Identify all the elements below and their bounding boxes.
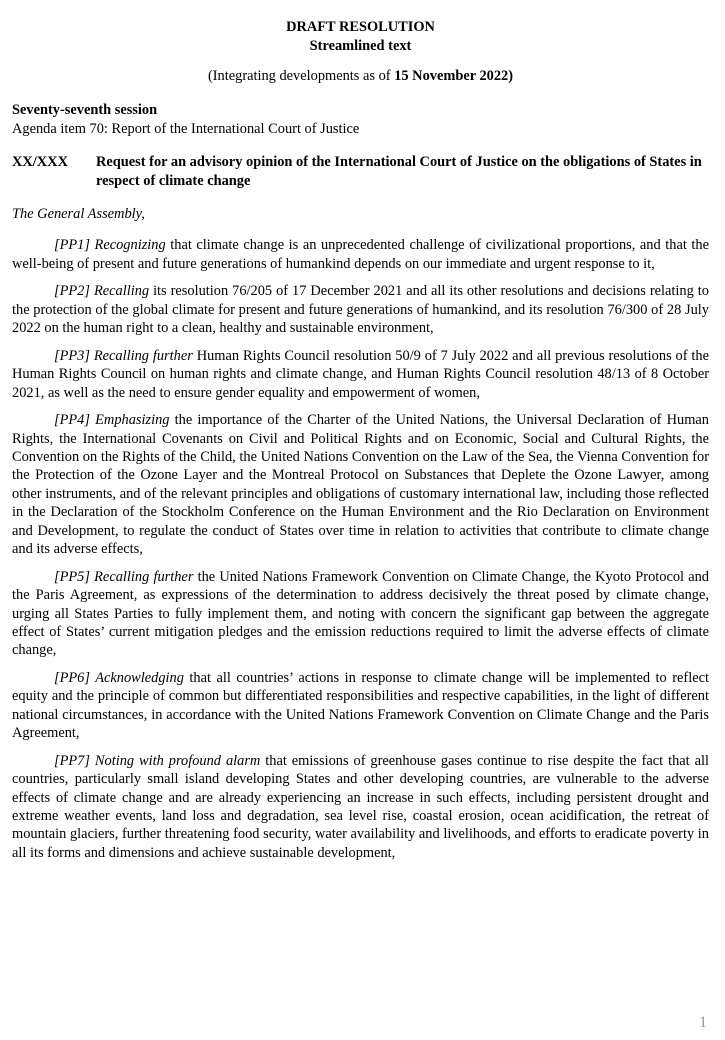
integrating-prefix: (Integrating developments as of xyxy=(207,68,395,84)
paragraph-pp3 xyxy=(12,347,709,402)
paragraph-lead: [PP3] Recalling further xyxy=(54,347,193,364)
paragraph-lead: [PP6] Acknowledging xyxy=(54,669,184,686)
paragraph-text: that all countries’ actions in response to climate change will be implemented to reflect equity and the principle of common but differentiated responsibilities and respective capabilities, in the light of different national circumstances, in accordance with the United Nations Framework Convention on Climate Change and the Paris Agreement, xyxy=(12,669,709,742)
paragraph-pp7 xyxy=(12,752,709,862)
document-page xyxy=(12,18,709,871)
resolution-heading xyxy=(12,153,709,190)
paragraph-lead: [PP7] Noting with profound alarm xyxy=(54,752,261,769)
paragraph-pp1 xyxy=(12,236,709,273)
resolution-title: Request for an advisory opinion of the International Court of Justice on the obligations of States in respect of climate change xyxy=(96,154,702,189)
paragraph-text: the importance of the Charter of the United Nations, the Universal Declaration of Human Rights, the International Covenants on Civil and Political Rights and on Economic, Social and Cultural Rights, the Convention on the Rights of the Child, the United Nations Convention on the Law of the Sea, the Vienna Convention for the Protection of the Ozone Layer and the Montreal Protocol on Substances that Deplete the Ozone Lawyer, among other instruments, and of the relevant principles and obligations of customary international law, including those reflected in the Declaration of the Stockholm Conference on the Human Environment and the Rio Declaration on Environment and Development, to regulate the conduct of States over time in relation to activities that contribute to climate change and its adverse effects, xyxy=(12,412,710,558)
session-name: Seventy-seventh session xyxy=(12,102,158,119)
document-subtitle: Streamlined text xyxy=(309,38,412,54)
integrating-date: 15 November 2022) xyxy=(394,68,514,84)
resolution-symbol: XX/XXX xyxy=(12,154,68,171)
paragraph-pp4 xyxy=(12,411,709,558)
document-title: DRAFT RESOLUTION xyxy=(286,19,435,35)
preambular-paragraphs xyxy=(12,236,709,862)
paragraph-text: its resolution 76/205 of 17 December 2021 and all its other resolutions and decisions relating to the protection of the global climate for present and future generations of humankind, and its resolution 76/300 of 28 July 2022 on the human right to a clean, healthy and sustainable environment, xyxy=(12,283,709,337)
paragraph-pp6 xyxy=(12,669,709,743)
paragraph-text: Human Rights Council resolution 50/9 of 7 July 2022 and all previous resolutions of the Human Rights Council on human rights and climate change, and Human Rights Council resolution 48/13 of 8 October 2021, as well as the need to ensure gender equality and empowerment of women, xyxy=(12,347,709,401)
paragraph-text: the United Nations Framework Convention on Climate Change, the Kyoto Protocol and the Paris Agreement, as expressions of the determination to address decisively the threat posed by climate change, urging all States Parties to fully implement them, and noting with concern the significant gap between the aggregate effect of States’ current mitigation pledges and the emission reductions required to limit the adverse effects of climate change, xyxy=(12,568,709,659)
agenda-item: Agenda item 70: Report of the International Court of Justice xyxy=(12,120,360,137)
integrating-note xyxy=(12,67,709,85)
paragraph-text: that emissions of greenhouse gases continue to rise despite the fact that all countries, particularly small island developing States and other developing countries, are vulnerable to the adverse effects of climate change and are already experiencing an increase in such effects, including persistent drought and extreme weather events, land loss and degradation, sea level rise, coastal erosion, ocean acidification, the retreat of mountain glaciers, further threatening food security, water availability and livelihoods, and efforts to eradicate poverty in all its forms and dimensions and achieve sustainable development, xyxy=(12,752,709,861)
paragraph-pp2 xyxy=(12,282,709,337)
paragraph-lead: [PP1] Recognizing xyxy=(54,237,166,254)
paragraph-lead: [PP4] Emphasizing xyxy=(54,412,170,429)
paragraph-lead: [PP5] Recalling further xyxy=(54,568,194,585)
page-number: 1 xyxy=(699,1013,707,1031)
paragraph-pp5 xyxy=(12,568,709,660)
paragraph-text: that climate change is an unprecedented challenge of civilizational proportions, and that the well-being of present and future generations of humankind depends on our immediate and urgent response to it, xyxy=(12,237,709,272)
general-assembly-line: The General Assembly, xyxy=(12,206,145,223)
session-block xyxy=(12,101,709,138)
paragraph-lead: [PP2] Recalling xyxy=(54,283,150,300)
